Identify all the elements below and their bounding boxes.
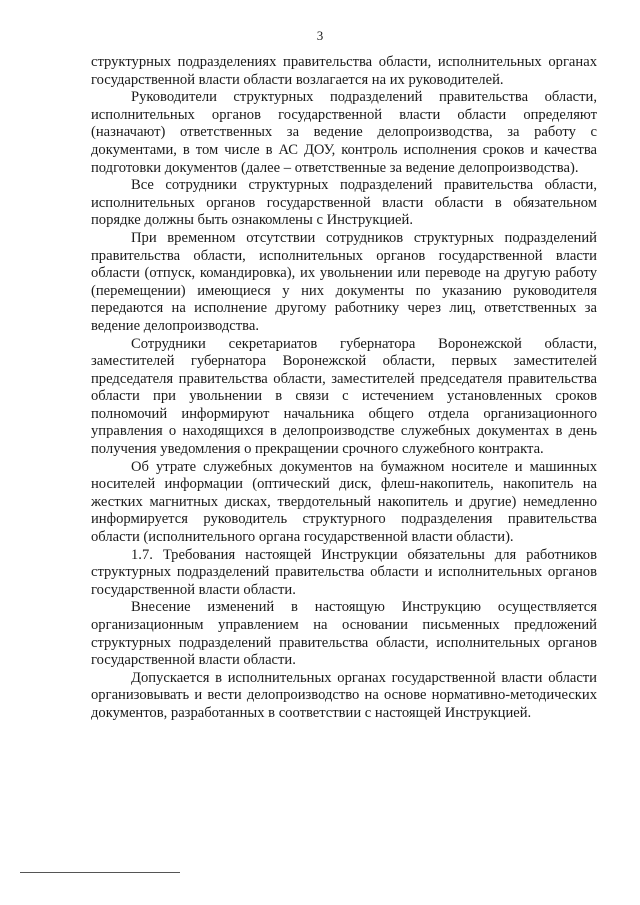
paragraph-continuation: структурных подразделениях правительства области, исполнительных органах государственной власти области возлагается на их руководителей. [91, 54, 597, 88]
page-number: 3 [316, 28, 324, 43]
paragraph-secretariat-dismissal: Сотрудники секретариатов губернатора Воронежской области, заместителей губернатора Воронежской области, первых заместителей председателя правительства области, заместителей председателя правительства области при увольнении в связи с истечением установленных сроков полномочий информируют начальника общего отдела организационного управления о находящихся в делопроизводстве служебных документах в день получения уведомления о прекращении срочного служебного контракта. [91, 335, 597, 458]
paragraph-responsible-appointment: Руководители структурных подразделений правительства области, исполнительных органов государственной власти области определяют (назначают) ответственных за ведение делопроизводства, за работу с документами, в том числе в АС ДОУ, контроль исполнения сроков и качества подготовки документов (далее – ответственные за ведение делопроизводства). [91, 89, 597, 176]
paragraph-loss-of-documents: Об утрате служебных документов на бумажном носителе и машинных носителей информации (оптический диск, флеш-накопитель, накопитель на жестких магнитных дисках, твердотельный накопитель и другие) немедленно информируется руководитель структурного подразделения правительства области (исполнительного органа государственной власти области). [91, 458, 597, 546]
paragraph-amendments: Внесение изменений в настоящую Инструкцию осуществляется организационным управлением на основании письменных предложений структурных подразделений правительства области, исполнительных органов государственной власти области. [91, 599, 597, 669]
paragraph-methodical-documents: Допускается в исполнительных органах государственной власти области организовывать и вести делопроизводство на основе нормативно-методических документов, разработанных в соответствии с настоящей Инструкцией. [91, 669, 597, 721]
footnote-divider [20, 872, 180, 873]
document-body [91, 54, 597, 723]
paragraph-temporary-absence: При временном отсутствии сотрудников структурных подразделений правительства области, исполнительных органов государственной власти области (отпуск, командировка), их увольнении или переводе на другую работу (перемещении) имеющиеся у них документы по указанию руководителя передаются на исполнение другому работнику через лиц, ответственных за ведение делопроизводства. [91, 229, 597, 334]
paragraph-section-1-7: 1.7. Требования настоящей Инструкции обязательны для работников структурных подразделений правительства области и исполнительных органов государственной власти области. [91, 546, 597, 598]
paragraph-familiarization: Все сотрудники структурных подразделений правительства области, исполнительных органов государственной власти области в обязательном порядке должны быть ознакомлены с Инструкцией. [91, 177, 597, 229]
